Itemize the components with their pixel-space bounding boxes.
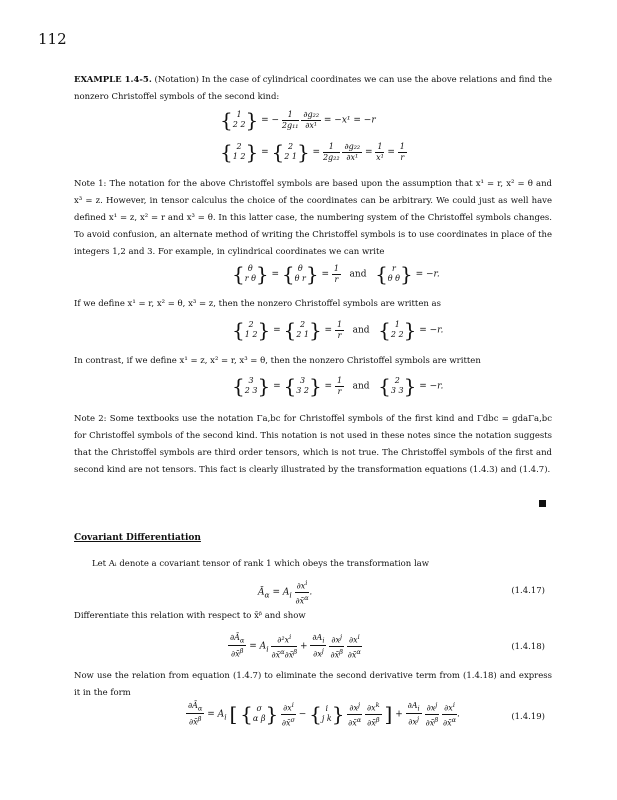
page-number: 112 (38, 30, 67, 48)
now-use-paragraph: Now use the relation from equation (1.4.7) to eliminate the second derivative term from (1.4.18) and express it in the form (74, 671, 552, 698)
example-paragraph (74, 72, 552, 106)
equation-christoffel-122: { 1 2 2} = − $\frac{1}{\text{2g₁₁}}$ $\frac{\text{∂g₂₂}}{\text{∂x¹}}$ = −x¹ = −r (220, 108, 376, 132)
differentiate-line: Differentiate this relation with respect to x̄ᵝ and show (74, 611, 306, 621)
section-heading: Covariant Differentiation (74, 533, 201, 543)
and-2: and (352, 325, 370, 336)
eqnum-1418: (1.4.18) (511, 642, 545, 652)
equation-1418: $\frac{\partial Ā_\alpha}{\partial x̄^\beta}$ = $A_i$ $\frac{\partial^2x^i}{\partial x̄^\alpha\partial x̄^\beta}$ + $\frac{\partial A_i}{\partial x^j}$ $\frac{\partial x^j}{\partial x̄^\beta}$ $\frac{\partial x^i}{\partial x̄^\alpha}$ (230, 632, 361, 660)
note-1: Note 1: The notation for the above Christoffel symbols are based upon the assumption that x¹ = r, x² = θ and x³ = z. However, in tensor calculus the choice of the coordinates can be arbitrary. We could just as well have defined x¹ = z, x² = r and x³ = θ. In this latter case, the numbering system of the Christoffel symbols changes. To avoid confusion, an alternate method of writing the Christoffel symbols is to use coordinates in place of the integers 1,2 and 3. For example, in cylindrical coordinates we can write (74, 179, 552, 257)
example-text: (Notation) In the case of cylindrical coordinates we can use the above relations and find the nonzero Christoffel symbols of the second kind: (74, 75, 552, 102)
equation-1419: $\frac{\partial Ā_\alpha}{\partial x̄^\beta}$ = $A_i$ [ { σ α β} $\frac{\partial x^i}{\partial x̄^\sigma}$ − { i j k} $\frac{\partial x^j}{\partial x̄^\alpha}$ $\frac{\partial x^k}{\partial x̄^\beta}$ ] + $\frac{\partial A_i}{\partial x^j}$ $\frac{\partial x^j}{\partial x̄^\beta}$ $\frac{\partial x^i}{\partial x̄^\alpha}$ . (188, 700, 460, 728)
define-line-2: In contrast, if we define x¹ = z, x² = r, x³ = θ, then the nonzero Christoffel symbols are written (74, 356, 481, 366)
and-3: and (352, 381, 370, 392)
note-2: Note 2: Some textbooks use the notation Γa,bc for Christoffel symbols of the first kind and Γdbc = gdaΓa,bc for Christoffel symbols of the second kind. This notation is not used in these notes since the notation suggests that the Christoffel symbols are third order tensors, which is not true. The Christoffel symbols of the first and second kind are not tensors. This fact is clearly illustrated by the transformation equations (1.4.3) and (1.4.7). (74, 414, 552, 475)
eqnum-1417: (1.4.17) (511, 586, 545, 596)
equation-define-1: { 2 1 2} = { 2 2 1} = $\frac{1}{r}$ and { 1 2 2} = −r. (232, 318, 444, 342)
qed-square-icon (539, 500, 546, 507)
equation-define-2: { 3 2 3} = { 3 3 2} = $\frac{1}{r}$ and { 2 3 3} = −r. (232, 374, 444, 398)
equation-cyl-coords: { θ r θ} = { θ θ r} = $\frac{1}{r}$ and { r θ θ} = −r. (232, 262, 440, 286)
define-line-1: If we define x¹ = r, x² = θ, x³ = z, then the nonzero Christoffel symbols are written as (74, 299, 441, 309)
and-1: and (349, 269, 367, 280)
equation-christoffel-212: { 2 1 2} = { 2 2 1} = $\frac{1}{\text{2g₂₂}}$ $\frac{\text{∂g₂₂}}{\text{∂x¹}}$ = $\frac{1}{\text{x¹}}$ = $\frac{1}{r}$ (220, 140, 405, 164)
example-label: EXAMPLE 1.4-5. (74, 75, 152, 85)
section-intro: Let Aᵢ denote a covariant tensor of rank 1 which obeys the transformation law (92, 559, 430, 569)
eqnum-1419: (1.4.19) (511, 712, 545, 722)
equation-1417: $Ā_\alpha = A_i$ $\frac{\partial x^i}{\partial x̄^\alpha}$ . (258, 579, 313, 606)
